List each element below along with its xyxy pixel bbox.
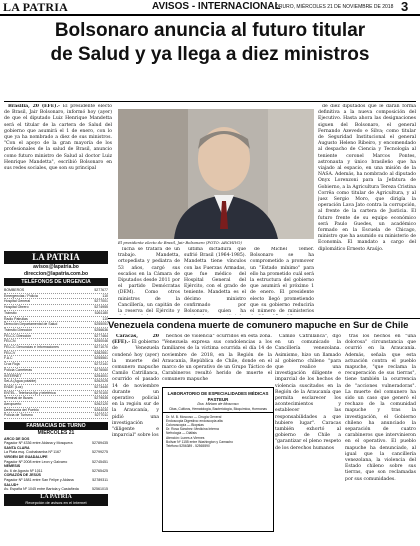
venezuela-headline: Venezuela condena muerte de comunero mapuche en Sur de Chile xyxy=(108,318,420,332)
main-headline-line-1: Bolsonaro anuncia al futuro titular xyxy=(54,20,366,41)
phone-label: FELCC Dirección xyxy=(4,333,32,338)
pharmacy-name: NEMESIS xyxy=(4,464,21,469)
phone-number: 5256636 xyxy=(94,327,108,332)
phone-label: ENDE (Luz) xyxy=(4,384,23,389)
main-story-dateline: Brasilia, 20 (EFE).- xyxy=(8,104,60,109)
main-story-text-2a: lucha se tratará de un trabajo. Mandetta, ortopedista y pediatra de 53 años, cargó sus escaños en la Cámara de Diputados desde 2011 por el partido Demócratas (DEM). Como otros ministros de la Cancillería, un capitán de la reserva del Ejército y xyxy=(118,247,180,315)
sidebar-footer-title: LA PATRIA xyxy=(40,493,72,500)
phone-label: Tránsito xyxy=(4,310,17,315)
phone-label: FELCC Denuncias e Informaciones xyxy=(4,345,59,350)
venezuela-text-2: hechos de violencia" ocurridos en esta zona. "Venezuela expresa sus condolencias a los familiares de la víctima ocurrida el día 14 de noviembre de 2018, en la Región de la Araucanía, República de Chile, donde en el marco de un operativo de un Grupo Táctico de Carabineros resultó herido de muerte el comunero mapuche xyxy=(162,334,272,383)
phone-label: Aeropuerto xyxy=(4,402,22,407)
pharmacy-item xyxy=(4,446,108,455)
pharmacy-phone: 52789435 xyxy=(92,441,108,446)
pharmacy-address: Pagador Nº 1881 entre San Felipe y Aldana xyxy=(4,478,74,483)
lab-advertisement xyxy=(162,387,274,532)
pharmacy-name: SANTA CLARA xyxy=(4,445,30,450)
phone-number: 110 xyxy=(102,293,108,298)
ad-line: Nefrología — Diálisis xyxy=(166,431,197,436)
phone-label: Emergencias / Policía xyxy=(4,293,38,298)
newspaper-logo: LA PATRIA xyxy=(3,0,69,14)
phone-number: 5273440 xyxy=(94,384,108,389)
phone-label: Policía Carreteras xyxy=(4,367,33,372)
phone-label: Hospital Obrero xyxy=(4,305,29,310)
ad-subtitle: Citas, Cultivos, Hematología, Bacteriología, Bioquímica, Hormonas xyxy=(163,406,273,413)
phone-number: 5277001 xyxy=(94,299,108,304)
venezuela-column-2 xyxy=(162,334,272,386)
phone-number: 5254001 xyxy=(94,373,108,378)
section-title: AVISOS - INTERNACIONAL xyxy=(152,1,281,12)
pharmacy-phone: 52745451 xyxy=(92,459,108,464)
pharmacy-item xyxy=(4,473,108,482)
ad-line: Bolívar Nº 1155 entre Washington y Camacho xyxy=(166,439,233,444)
headline-divider xyxy=(4,101,416,102)
pharmacy-list xyxy=(4,437,108,492)
phone-label: ENTEL - Telefonía fija y teleférica xyxy=(4,390,56,395)
main-story-text-1: El presidente electo de Brasil, Jair Bolsonaro, informó hoy (ayer) de que el diputado Luiz Henrique Mandetta será el titular de la cartera de Salud del gobierno que asumirá el 1 de enero, con lo que ya ha nombrado a diez de sus ministros. "Con el apoyo de la gran mayoría de los profesionales de la salud de Brasil, anuncio como futuro ministro de Salud al doctor Luiz Henrique Mandetta", escribió Bolsonaro en sus redes sociales, que son su principal xyxy=(4,104,112,172)
pharmacy-title: FARMACIAS DE TURNO xyxy=(4,422,108,430)
phone-number: 5282551 xyxy=(94,350,108,355)
phone-row xyxy=(4,413,108,419)
phone-label: FELCN xyxy=(4,339,16,344)
phone-number: 5264030 xyxy=(94,407,108,412)
phone-number: 5255051 xyxy=(94,322,108,327)
pharmacy-item xyxy=(4,455,108,464)
phone-label: Defensoría del Pueblo xyxy=(4,407,39,412)
phone-label: FELCV xyxy=(4,350,16,355)
phone-label: BOMBEROS xyxy=(4,288,25,292)
pharmacy-name: CORAZÓN DE JESÚS xyxy=(4,473,41,478)
venezuela-text-4: tras los hechos en "una dolorosa" circunstancia que ocurrió en la Araucanía. Además, señala que esta actuación contra el pueblo mapuche, "que reclama la recuperación de sus tierras", tiene también la ocurrencia de "acciones vulneradoras". La muerte del comunero ha sido un caso que generó el rechazo de la comunidad mapuche y tras la investigación, el Gobierno chileno ha anunciado la separación de cuatro carabineros que intervinieron en el operativo. El pueblo mapuche ha denunciado, al igual que la cancillería venezolana, la violencia del Estado chileno sobre sus tierras, que son reclamadas por sus comunidades. xyxy=(345,334,416,482)
phone-number: 5277011 xyxy=(94,413,108,418)
bolsonaro-photo-illustration xyxy=(118,109,314,239)
pharmacy-phone: 52765425 xyxy=(92,468,108,473)
phone-label: Cruz Roja xyxy=(4,362,20,367)
main-headline-line-2: de Salud y ya llega a diez ministros xyxy=(50,44,370,65)
pharmacy-phone: 52799275 xyxy=(92,450,108,455)
ad-line: Teléfono 5256389 - 52565590 xyxy=(166,443,210,448)
phone-number: 5255561 xyxy=(94,356,108,361)
pharmacy-phone: 52561015 xyxy=(92,487,108,492)
sidebar-footer xyxy=(4,494,108,506)
ad-line: Atención: Lunes a Viernes xyxy=(166,435,205,440)
photo-caption: El presidente electo de Brasil, Jair Bolsonaro (FOTO: ARCHIVO) xyxy=(118,240,242,245)
phone-number: 5250046 xyxy=(94,339,108,344)
sidebar-footer-line: Recepción de avisos en el internet xyxy=(25,499,87,505)
sidebar-email-1[interactable]: avisos@lapatria.bo xyxy=(33,264,79,270)
ad-line: Dr. Rosa Sánchez: Medicina Interna xyxy=(166,427,219,432)
main-story-text-2c: de Michel Temer. Bolsonaro se ha comprometido a promover un "Estado mínimo" para ello ha prometido cuál será la estructura del gobierno que asumirá el próximo 1 de enero. El presidente electo llegó prometiendo que su gobierno reduciría el número de ministerios xyxy=(250,247,314,315)
phone-label: Tránsito Dirección xyxy=(4,327,33,332)
main-story-column-3 xyxy=(318,104,416,316)
pharmacy-item xyxy=(4,437,108,446)
phone-label: Hospital General xyxy=(4,299,31,304)
phone-number: 5262120 xyxy=(94,402,108,407)
pharmacy-phone: 52789311 xyxy=(92,478,108,483)
pharmacy-name: VIRGEN DE GUADALUPE xyxy=(4,455,48,460)
phone-number: 5272141 xyxy=(94,362,108,367)
main-story-column-2a xyxy=(118,247,180,315)
phone-label: Policía de Turismo xyxy=(4,413,33,418)
pharmacy-address: Av. España Nº 1045 entre Bartola y Castañeda xyxy=(4,487,79,492)
pharmacy-address: La Plata esq. Cochabamba Nº 1167 xyxy=(4,450,61,455)
venezuela-text-3: Camilo Catrillanca", dijo en un comunicado la Cancillería venezolana. Asimismo, hizo un llamado al gobierno chileno "para que realice una investigación diligente e imparcial de los hechos de violencia suscitados en la Región de la Araucanía que permita esclarecer los acontecimientos y establecer las responsabilidades a que hubiere lugar". Caracas también exhortó al gobierno de Chile a "garantizar el pleno respeto de los derechos humanos xyxy=(275,334,341,451)
venezuela-column-3 xyxy=(275,334,341,539)
phone-number: 5270100 xyxy=(94,390,108,395)
phone-number: 5262025 xyxy=(94,379,108,384)
bolsonaro-photo xyxy=(118,109,314,239)
sidebar-email-2[interactable]: direccion@lapatria.com.bo xyxy=(23,270,89,277)
ad-lines xyxy=(163,415,273,448)
issue-date: ORURO, MIÉRCOLES 21 DE NOVIEMBRE DE 2018 xyxy=(275,4,394,10)
emergency-phones-title: TELÉFONOS DE URGENCIA xyxy=(4,278,108,286)
ad-title: LABORATORIO DE ESPECIALIDADES MÉDICAS PASTEUR xyxy=(167,391,269,402)
phone-number: 5274955 xyxy=(94,305,108,310)
sidebar-title: LA PATRIA xyxy=(4,251,108,264)
phone-label: INTERNET xyxy=(4,373,22,378)
main-story-text-3: de diez diputados que le darán forma definitiva a la nueva composición del Ejecutivo. Hasta ahora las designaciones siguen del Bolsonaro, el general Fernando Azevedo e Silva; como titular de Seguridad Institucional el general Augusto Heleno Ribeiro, y encomendado al despacho de Ciencia y Tecnología al teniente coronel Marcos Pontes, astronauta y único brasileño que ha viajado al espacio, en una misión de la NASA. Además, ha nombrado al diputado Onyx Lorenzoni para la Jefatura de Gobierno, a la Agricultura Tereza Cristina Corrêa como titular de Agricultura, y al juez Sergio Moro, que dirigía la operación Lava Jato contra la corrupción, al frente de la cartera de Justicia. El futuro frente de su equipo económico será Paulo Guedes, un académico formado en la Escuela de Chicago, ministro que ha asumido su ministerio de Economía. El mandato a cargo del diplomático Ernesto Araújo. xyxy=(318,104,416,252)
pharmacy-address: Pagador Nº 4336 entre Aldana y Mosquera xyxy=(4,441,73,446)
pharmacy-details xyxy=(4,487,108,492)
ad-line: Dr. M. B. Moscoso — Cirugía General xyxy=(166,415,222,420)
phone-label: Dirección Departamental de Salud xyxy=(4,322,58,327)
pharmacy-date: MIÉRCOLES 21 xyxy=(37,430,75,437)
venezuela-column-4 xyxy=(345,334,416,539)
phone-number: 110 xyxy=(102,316,108,321)
main-story-column-1 xyxy=(4,104,112,249)
phone-number: 5271070 xyxy=(94,345,108,350)
ad-line: Endoscopia Digestiva: endoscopia alta xyxy=(166,419,223,424)
main-story-column-2c xyxy=(250,247,314,315)
pharmacy-item xyxy=(4,483,108,492)
phone-number: 5261180 xyxy=(94,310,108,315)
ad-doctor: Dra. Miriam de Moscoso xyxy=(197,402,239,406)
phone-label: Terminal de Buses xyxy=(4,396,33,401)
phone-number: 5277464 xyxy=(94,333,108,338)
venezuela-dateline: Caracas, 20 (EFE).- xyxy=(112,334,159,346)
venezuela-column-1 xyxy=(112,334,159,539)
emergency-phones-list xyxy=(4,288,108,419)
pharmacy-address: Pagador Nº 2008 entre Leon y Galvarro xyxy=(4,459,68,464)
pharmacy-name: SALUD+ xyxy=(4,482,19,487)
ad-line: Colonoscopía — Biopsias xyxy=(166,423,204,428)
venezuela-text-1: El gobierno de Venezuela condenó hoy (ayer) la muerte del comunero mapuche Camilo Catrillanca, ocurrido el pasado 14 de noviembre durante un operativo policial en la región sur de la Araucanía, y pidió una investigación "diligente e imparcial" sobre los xyxy=(112,340,159,439)
phone-label: Radio Patrullas xyxy=(4,316,28,321)
pharmacy-name: ARCO DE DOS xyxy=(4,436,30,441)
pharmacy-details xyxy=(4,478,108,483)
page-number: 3 xyxy=(401,0,409,14)
pharmacy-address: Av. 6 de Agosto Nº 1011 xyxy=(4,468,43,473)
main-story-column-2b xyxy=(184,247,246,315)
main-story-text-2b: última dictadura que sufrió Brasil (1964-1985). Mandetta tiene vínculos con las Fuerzas Armadas, que fue médico del Hospital General del Ejército, con el grado de teniente. Mandetta es el décimo ministro confirmado por Bolsonaro, quien ha xyxy=(184,247,246,315)
phone-number: 5277677 xyxy=(94,288,108,292)
sidebar-box xyxy=(4,251,108,543)
phone-label: F.A.C xyxy=(4,356,13,361)
phone-number: 5279535 xyxy=(94,396,108,401)
phone-number: 5276060 xyxy=(94,367,108,372)
phone-label: SeLA (Agua potable) xyxy=(4,379,37,384)
